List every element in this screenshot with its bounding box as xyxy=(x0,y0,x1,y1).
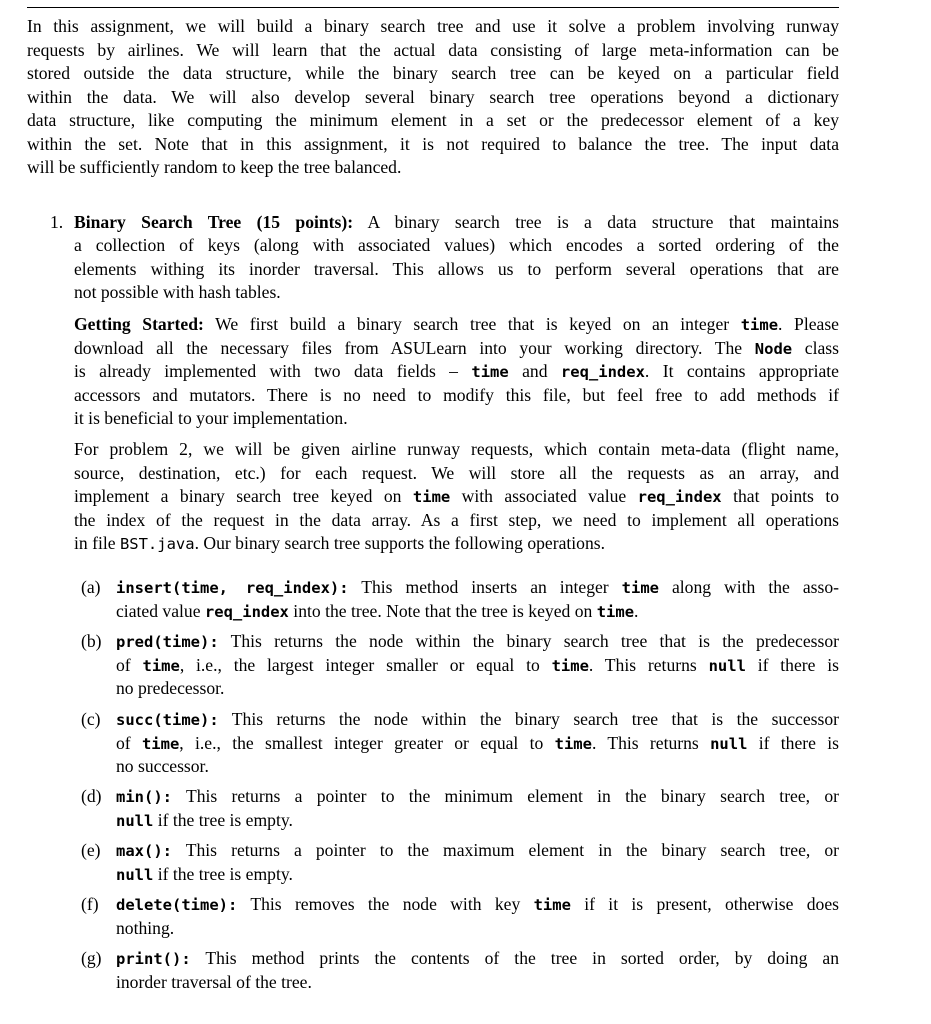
item-line xyxy=(116,601,638,621)
getting-started-line xyxy=(74,361,839,381)
code-span: req_index xyxy=(637,488,722,506)
code-span: time xyxy=(471,363,509,381)
getting-started-heading: Getting Started: xyxy=(74,314,204,334)
item-line xyxy=(116,840,839,860)
method-signature: print(): xyxy=(116,950,191,968)
code-span: time xyxy=(740,316,779,334)
text-span: is already implemented with two data fields – xyxy=(74,361,472,381)
intro-line: within the set. Note that in this assignment, it is not required to balance the tree. The input data xyxy=(27,134,839,154)
item-label: (e) xyxy=(81,840,101,860)
text-span: of xyxy=(116,655,143,675)
code-span: null xyxy=(710,735,748,753)
item-line xyxy=(116,948,839,968)
item-line: nothing. xyxy=(116,918,175,938)
item-line: inorder traversal of the tree. xyxy=(116,972,312,992)
method-signature: max(): xyxy=(116,842,172,860)
text-span: if the tree is empty. xyxy=(153,810,293,830)
problem-number: 1. xyxy=(50,212,64,232)
getting-started-line: accessors and mutators. There is no need to modify this file, but feel free to add methods if xyxy=(74,385,839,405)
problem-1-text: A binary search tree is a data structure that maintains xyxy=(353,212,839,232)
problem-1-line: a collection of keys (along with associated values) which encodes a sorted ordering of the xyxy=(74,235,839,255)
text-span: in file xyxy=(74,533,120,553)
text-span: and xyxy=(508,361,561,381)
item-line xyxy=(116,786,839,806)
getting-started-line: it is beneficial to your implementation. xyxy=(74,408,348,428)
item-line: no predecessor. xyxy=(116,678,225,698)
item-line xyxy=(116,655,839,675)
text-span: This method inserts an integer xyxy=(348,577,622,597)
code-span: BST.java xyxy=(119,535,195,553)
getting-started-line xyxy=(74,314,839,334)
intro-line: requests by airlines. We will learn that the actual data consisting of large meta-information can be xyxy=(27,40,839,60)
text-span: This removes the node with key xyxy=(237,894,534,914)
intro-line: data structure, like computing the minimum element in a set or the predecessor element of a key xyxy=(27,110,839,130)
code-span: null xyxy=(116,866,154,884)
item-label: (d) xyxy=(81,786,102,806)
code-span: null xyxy=(116,812,154,830)
intro-line: stored outside the data structure, while the binary search tree can be keyed on a particular field xyxy=(27,63,839,83)
item-label: (f) xyxy=(81,894,99,914)
problem-1-line xyxy=(74,212,839,232)
text-span: that points to xyxy=(721,486,839,506)
text-span: download all the necessary files from ASULearn into your working directory. The xyxy=(74,338,755,358)
text-span: , i.e., the largest integer smaller or equal to xyxy=(179,655,552,675)
problem-1-line: elements withing its inorder traversal. This allows us to perform several operations that are xyxy=(74,259,839,279)
method-signature: min(): xyxy=(116,788,172,806)
problem-1-line: not possible with hash tables. xyxy=(74,282,281,302)
code-span: time xyxy=(533,896,571,914)
text-span: if it is present, otherwise does xyxy=(570,894,839,914)
problem-2-line: For problem 2, we will be given airline runway requests, which contain meta-data (flight name, xyxy=(74,439,839,459)
text-span: This returns a pointer to the minimum element in the binary search tree, or xyxy=(172,786,839,806)
text-span: . This returns xyxy=(588,655,709,675)
item-line xyxy=(116,810,293,830)
text-span: along with the asso- xyxy=(658,577,839,597)
text-span: . Please xyxy=(778,314,839,334)
code-span: time xyxy=(142,657,180,675)
text-span: This method prints the contents of the tree in sorted order, by doing an xyxy=(190,948,839,968)
text-span: if the tree is empty. xyxy=(153,864,293,884)
item-label: (a) xyxy=(81,577,101,597)
method-signature: succ(time): xyxy=(116,711,219,729)
method-signature: insert(time, req_index): xyxy=(116,579,349,597)
code-span: time xyxy=(596,603,635,621)
text-span: . This returns xyxy=(591,733,711,753)
text-span: We first build a binary search tree that is keyed on an integer xyxy=(203,314,741,334)
problem-2-line xyxy=(74,486,839,506)
problem-2-line: the index of the request in the data array. As a first step, we need to implement all operations xyxy=(74,510,839,530)
text-span: implement a binary search tree keyed on xyxy=(74,486,413,506)
item-line xyxy=(116,864,293,884)
text-span: . Our binary search tree supports the following operations. xyxy=(194,533,606,553)
item-label: (c) xyxy=(81,709,101,729)
text-span: This returns the node within the binary search tree that is the predecessor xyxy=(218,631,839,651)
code-span: Node xyxy=(754,340,793,358)
text-span: if there is xyxy=(745,655,839,675)
item-line xyxy=(116,894,839,914)
item-line xyxy=(116,733,839,753)
intro-line: will be sufficiently random to keep the tree balanced. xyxy=(27,157,402,177)
problem-2-line xyxy=(74,533,605,553)
item-line xyxy=(116,631,839,651)
text-span: , i.e., the smallest integer greater or equal to xyxy=(179,733,555,753)
text-span: class xyxy=(792,338,839,358)
text-span: This returns a pointer to the maximum element in the binary search tree, or xyxy=(172,840,839,860)
item-label: (g) xyxy=(81,948,102,968)
text-span: ciated value xyxy=(116,601,205,621)
text-span: into the tree. Note that the tree is keyed on xyxy=(288,601,597,621)
method-signature: pred(time): xyxy=(116,633,219,651)
code-span: req_index xyxy=(560,363,645,381)
text-span: . It contains appropriate xyxy=(644,361,839,381)
text-span: of xyxy=(116,733,142,753)
code-span: time xyxy=(412,488,451,506)
intro-line: within the data. We will also develop several binary search tree operations beyond a dictionary xyxy=(27,87,839,107)
intro-line: In this assignment, we will build a binary search tree and use it solve a problem involving runway xyxy=(27,16,839,36)
getting-started-line xyxy=(74,338,839,358)
problem-2-line: source, destination, etc.) for each request. We will store all the requests as an array, and xyxy=(74,463,839,483)
text-span: This returns the node within the binary search tree that is the successor xyxy=(218,709,839,729)
code-span: time xyxy=(551,657,589,675)
code-span: null xyxy=(708,657,746,675)
text-span: if there is xyxy=(747,733,839,753)
top-rule xyxy=(27,7,839,8)
code-span: req_index xyxy=(204,603,289,621)
text-span: with associated value xyxy=(450,486,638,506)
item-line xyxy=(116,709,839,729)
item-line: no successor. xyxy=(116,756,209,776)
item-line xyxy=(116,577,839,597)
code-span: time xyxy=(621,579,659,597)
method-signature: delete(time): xyxy=(116,896,238,914)
item-label: (b) xyxy=(81,631,102,651)
text-span: . xyxy=(634,601,639,621)
problem-title: Binary Search Tree (15 points): xyxy=(74,212,354,232)
code-span: time xyxy=(554,735,592,753)
code-span: time xyxy=(141,735,180,753)
